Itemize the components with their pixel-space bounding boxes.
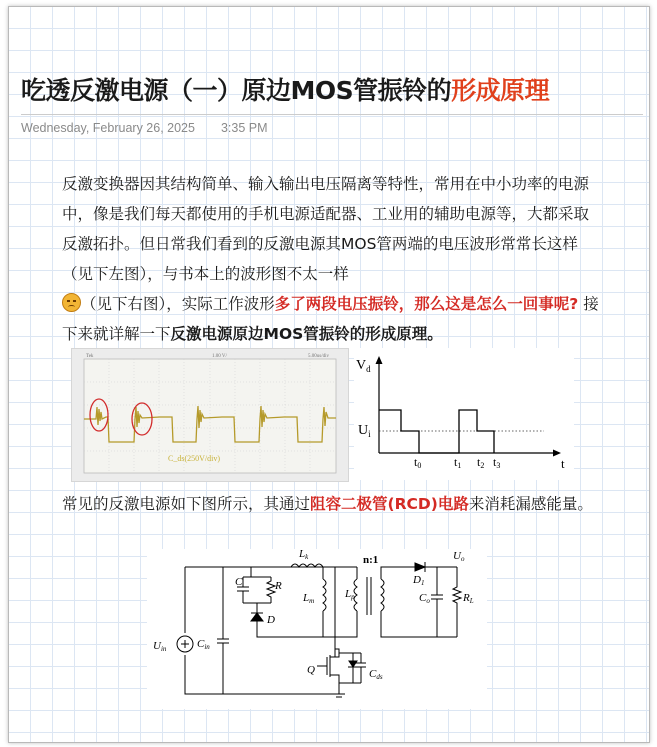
t2-label: t xyxy=(477,455,481,469)
page-title[interactable] xyxy=(21,71,650,107)
y-axis-label: V xyxy=(356,358,367,373)
scope-header-c: 5.00us/div xyxy=(308,354,329,359)
svg-text:Lm: Lm xyxy=(303,592,315,605)
circuit-text-b: 来消耗漏感能量。 xyxy=(468,495,593,513)
oscilloscope-graphic xyxy=(72,349,348,481)
label-D: D xyxy=(267,614,275,626)
label-Lm: L xyxy=(303,592,310,604)
ideal-waveform-graphic xyxy=(354,348,574,480)
title-main: 吃透反激电源（一）原边MOS管振铃的 xyxy=(21,76,452,105)
page-time: 3:35 PM xyxy=(220,121,268,135)
label-D1: D xyxy=(413,574,421,586)
t1-label: t xyxy=(454,455,458,469)
label-ratio: n:1 xyxy=(363,554,379,566)
svg-text:Lk: Lk xyxy=(299,549,309,561)
title-divider xyxy=(21,114,643,115)
svg-text:D1: D1 xyxy=(413,574,425,587)
level-label: U xyxy=(358,423,369,438)
label-Lk: L xyxy=(299,549,306,560)
label-Cds: C xyxy=(369,668,377,680)
ideal-waveform-diagram[interactable] xyxy=(354,348,574,480)
title-highlight: 形成原理 xyxy=(451,76,550,105)
svg-text:t3: t3 xyxy=(493,455,501,470)
svg-text:t2: t2 xyxy=(477,455,485,470)
oscilloscope-image[interactable] xyxy=(71,348,349,482)
circuit-paragraph[interactable] xyxy=(62,490,602,518)
t0-label: t xyxy=(414,455,418,469)
intro-paragraph[interactable] xyxy=(62,169,602,349)
frustrated-face-icon xyxy=(62,293,81,312)
intro-highlight: 多了两段电压振铃，那么这是怎么一回事呢? xyxy=(274,295,579,313)
t3-label: t xyxy=(493,455,497,469)
svg-text:Co: Co xyxy=(419,592,430,605)
svg-text:Uin: Uin xyxy=(153,640,167,653)
svg-text:Uo: Uo xyxy=(453,550,465,563)
svg-text:Ui: $U_i$ xyxy=(358,423,371,439)
flyback-circuit-diagram[interactable] xyxy=(147,549,487,709)
intro-bold-end: 反激电源原边MOS管振铃的形成原理。 xyxy=(170,325,443,343)
label-Co: C xyxy=(419,592,427,604)
scope-header-a: Tek xyxy=(86,354,94,359)
svg-text:Cin: Cin xyxy=(197,638,210,651)
label-Lp: L xyxy=(345,588,352,600)
onenote-page xyxy=(8,6,650,743)
label-R: R xyxy=(275,580,282,592)
page-timestamp xyxy=(21,121,268,135)
label-RL: R xyxy=(463,592,470,604)
scope-caption: C_ds(250V/div) xyxy=(168,454,220,463)
label-Q: Q xyxy=(307,664,315,676)
page-date: Wednesday, February 26, 2025 xyxy=(21,121,195,135)
label-Uin: U xyxy=(153,640,161,652)
intro-text-c: 接下来就详解一下 xyxy=(62,295,599,343)
label-Cin: C xyxy=(197,638,205,650)
label-C: C xyxy=(235,576,243,588)
svg-text:Lp: Lp xyxy=(345,588,355,601)
circuit-graphic xyxy=(147,549,487,709)
circuit-text-a: 常见的反激电源如下图所示，其通过 xyxy=(62,495,311,513)
svg-text:Cds: Cds xyxy=(369,668,383,681)
svg-text:t0: t0 xyxy=(414,455,422,470)
circuit-highlight: 阻容二极管(RCD)电路 xyxy=(310,495,469,513)
label-Uo: U xyxy=(453,550,461,562)
svg-text:RL: RL xyxy=(463,592,474,605)
x-axis-label: t xyxy=(561,456,565,471)
svg-text:Vd: $V_d$ xyxy=(356,358,371,374)
svg-text:t1: t1 xyxy=(454,455,462,470)
intro-text-b: （见下右图），实际工作波形 xyxy=(81,295,275,313)
scope-header-b: 1.00 V/ xyxy=(212,354,227,359)
intro-text-a: 反激变换器因其结构简单、输入输出电压隔离等特性，常用在中小功率的电源中，像是我们每天都使用的手机电源适配器、工业用的辅助电源等，大都采取反激拓扑。但日常我们看到的反激电源其MOS管两端的电压波形常常长这样（见下左图），与书本上的波形图不太一样 xyxy=(62,175,590,283)
